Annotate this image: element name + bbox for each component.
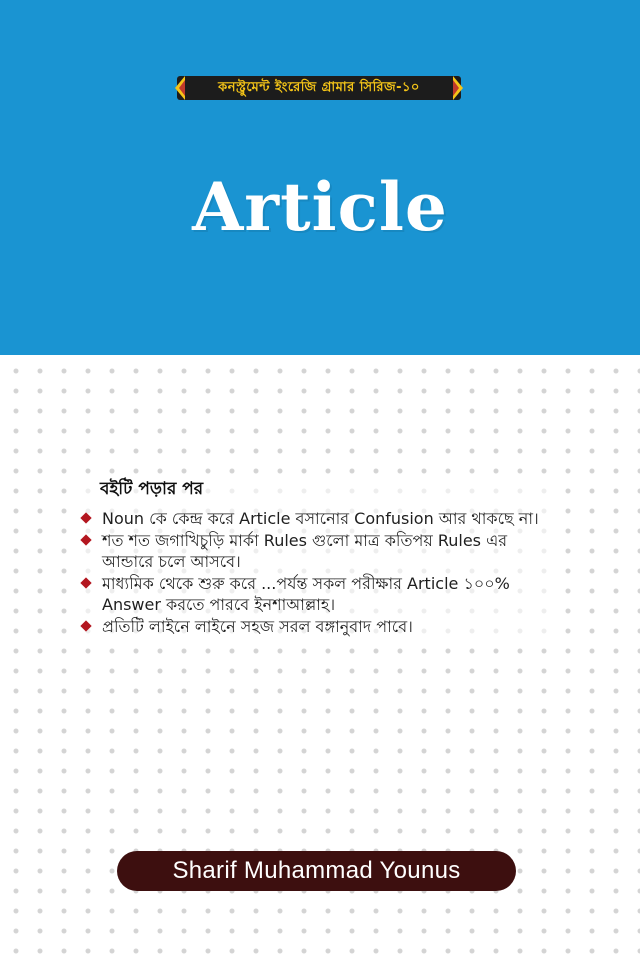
features-heading: বইটি পড়ার পর xyxy=(100,479,204,499)
author-bar xyxy=(117,851,516,891)
series-banner xyxy=(177,76,461,100)
diamond-bullet-icon xyxy=(80,620,91,631)
feature-item xyxy=(80,573,550,615)
diamond-bullet-icon xyxy=(80,512,91,523)
features-block xyxy=(80,476,550,638)
feature-text: মাধ্যমিক থেকে শুরু করে ...পর্যন্ত সকল পরীক্ষার Article ১০০% Answer করতে পারবে ইনশাআল্লাহ। xyxy=(102,574,510,614)
series-label: কনস্ট্রুমেন্ট ইংরেজি গ্রামার সিরিজ-১০ xyxy=(218,79,420,95)
feature-list xyxy=(80,508,550,637)
diamond-bullet-icon xyxy=(80,534,91,545)
feature-text: Noun কে কেন্দ্র করে Article বসানোর Confusion আর থাকছে না। xyxy=(102,509,539,528)
banner-left-ornament-icon xyxy=(175,76,185,100)
diamond-bullet-icon xyxy=(80,577,91,588)
feature-text: প্রতিটি লাইনে লাইনে সহজ সরল বঙ্গানুবাদ পাবে। xyxy=(102,617,413,636)
book-title: Article xyxy=(192,168,448,246)
banner-right-ornament-icon xyxy=(453,76,463,100)
feature-item xyxy=(80,508,550,529)
author-name: Sharif Muhammad Younus xyxy=(172,857,461,884)
feature-item xyxy=(80,616,550,637)
feature-text: শত শত জগাখিচুড়ি মার্কা Rules গুলো মাত্র কতিপয় Rules এর আন্ডারে চলে আসবে। xyxy=(102,531,508,571)
feature-item xyxy=(80,530,550,572)
